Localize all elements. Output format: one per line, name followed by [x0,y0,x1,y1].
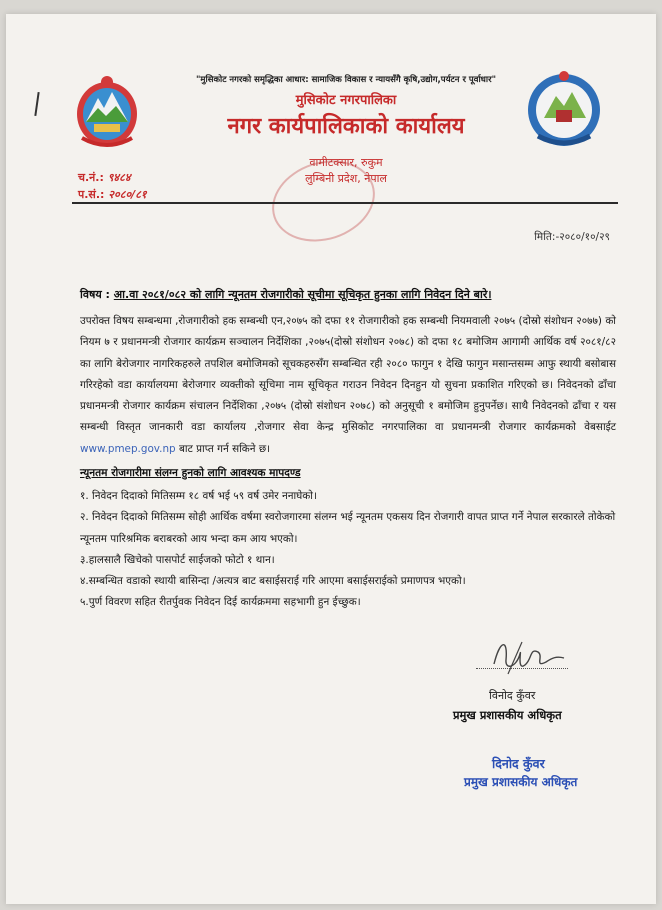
office-title: नगर कार्यपालिकाको कार्यालय [227,114,465,139]
body-text: उपरोक्त विषय सम्बन्धमा ,रोजगारीको हक सम्बन्धी एन,२०७५ को दफा ११ रोजगारीको हक सम्बन्धी नियमवाली २०७५ (दोस्रो संशोधन २०७७) को नियम ७ र प्रधानमन्त्री रोजगार कार्यक्रम सञ्चालन निर्देशिका ,२०७५(दोस्रो संशोधन २०७८) को दफा १८ बमोजिम आगामी आर्थिक वर्ष २०८१/८२ का लागि बेरोजगार नागरिकहरुले तपशिल बमोजिमको सूचकहरुसँग सम्बन्धित रही २०८० फागुन १ देखि फागुन मसान्तसम्म आफु स्थायी बसोबास गरिरहेको वडा कार्यालयमा बेरोजगार व्यक्तीको सूचिमा नाम सूचिकृत गराउन निवेदन दिनहुन यो सुचना प्रकाशित गरिएको छ। निवेदनको ढाँचा प्रधानमन्त्री रोजगार कार्यक्रम संचालन निर्देशिका ,२०७५ (दोस्रो संशोधन २०७८) को अनुसूची १ बमोजिम हुनुपर्नेछ। साथै निवेदनको ढाँचा र यस सम्बन्धी विस्तृत जानकारी वडा कार्यालय ,रोजगार सेवा केन्द्र मुसिकोट नगरपालिका वा प्रधानमन्त्री रोजगार कार्यक्रमको वेबसाईट [80,315,616,434]
signer-title: प्रमुख प्रशासकीय अधिकृत [453,708,562,722]
letter-date: मिति:-२०८०/१०/२९ [534,231,610,243]
criteria-list [80,486,616,614]
fiscal-year-reference [78,187,147,202]
criteria-item: ३.हालसालै खिचेको पासपोर्ट साईजको फोटो १ थान। [80,553,275,566]
website-link[interactable]: www.pmep.gov.np [80,442,176,455]
criteria-item: २. निवेदन दिदाको मितिसम्म सोही आर्थिक वर्षमा स्वरोजगारमा संलग्न भई न्यूनतम एकसय दिन रोजगारी वापत प्राप्त गर्ने नेपाल सरकारले तोकेको न्यूनतम पारिश्रमिक बराबरको आय भन्दा कम आय भएको। [80,511,616,545]
subject-line [80,287,620,302]
letter-page [6,14,656,904]
margin-pen-mark [34,92,39,116]
nepal-emblem-icon [72,72,142,150]
criteria-item: १. निवेदन दिदाको मितिसम्म १८ वर्ष भई ५९ वर्ष उमेर ननाघेको। [80,490,317,502]
address-line-2: लुम्बिनी प्रदेश, नेपाल [305,172,387,185]
fiscal-year-label: प.सं.: [78,188,105,201]
reference-number-value: ९४८४ [107,171,131,184]
reference-number-label: च.नं.: [78,171,104,184]
signature-line [476,668,568,669]
subject-label: विषय : [80,288,110,301]
title-stamp: प्रमुख प्रशासकीय अधिकृत [464,775,578,789]
signer-name: विनोद कुँवर [489,689,536,702]
criteria-item: ४.सम्बन्धित वडाको स्थायी बासिन्दा /अत्यत्र बाट बसाईसराई गरि आएमा बसाईसराईको प्रमाणपत्र भएको। [80,575,466,588]
body-paragraph [80,311,616,460]
municipality-logo-icon [526,66,602,152]
address-line-1: वामीटक्सार, रुकुम [309,156,383,169]
fiscal-year-value: २०८०/८१ [108,188,147,201]
name-stamp: दिनोद कुँवर [492,756,545,771]
header-divider [72,202,618,204]
municipality-name: मुसिकोट नगरपालिका [295,93,397,108]
handwritten-signature [486,634,576,682]
reference-number [78,170,131,185]
body-text-end: बाट प्राप्त गर्न सकिने छ। [178,442,271,455]
subject-text: आ.वा २०८१/०८२ को लागि न्यूनतम रोजगारीको सूचीमा सूचिकृत हुनका लागि निवेदन दिने बारे। [113,288,492,301]
header-slogan: "मुसिकोट नगरको समृद्धिका आधार: सामाजिक विकास र न्यायसँगै कृषि,उद्योग,पर्यटन र पूर्वाधार" [196,75,496,85]
criteria-item: ५.पुर्ण विवरण सहित रीतर्पुवक निवेदन दिई कार्यक्रममा सहभागी हुन ईच्छुक। [80,596,361,609]
criteria-heading: न्यूनतम रोजगारीमा संलग्न हुनको लागि आवश्यक मापदण्ड [80,467,301,479]
